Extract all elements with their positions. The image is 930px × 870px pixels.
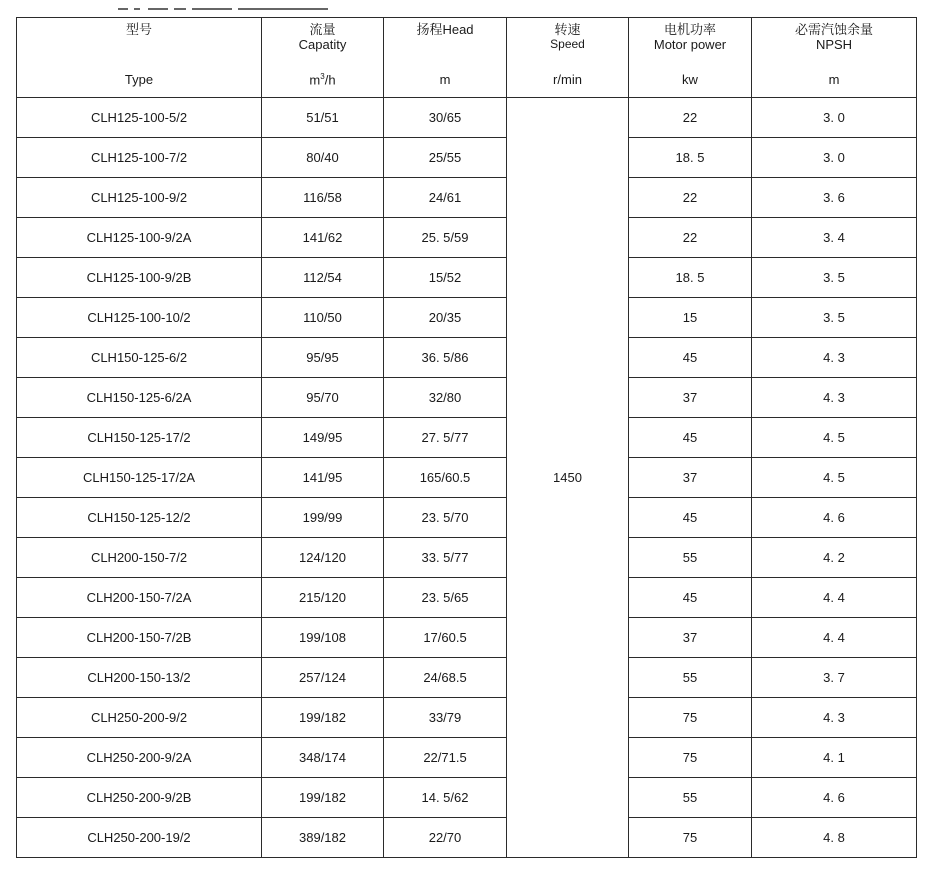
cell-capacity: 110/50 [262,298,384,338]
cell-capacity: 348/174 [262,738,384,778]
cell-capacity: 95/95 [262,338,384,378]
cell-power: 22 [629,98,752,138]
cell-capacity: 199/182 [262,778,384,818]
cell-head: 23. 5/70 [384,498,507,538]
table-row [17,258,917,298]
cell-head: 33. 5/77 [384,538,507,578]
cell-npsh: 3. 4 [752,218,917,258]
cell-capacity: 199/108 [262,618,384,658]
table-row [17,578,917,618]
table-body [17,98,917,858]
cell-head: 165/60.5 [384,458,507,498]
cell-capacity: 112/54 [262,258,384,298]
cell-type: CLH150-125-6/2A [17,378,262,418]
cell-capacity: 95/70 [262,378,384,418]
cell-npsh: 4. 8 [752,818,917,858]
header-capacity-cn: 流量 [309,22,336,37]
cell-head: 33/79 [384,698,507,738]
cell-power: 55 [629,658,752,698]
table-row [17,458,917,498]
cell-power: 37 [629,618,752,658]
cell-power: 45 [629,418,752,458]
cell-npsh: 3. 7 [752,658,917,698]
header-power-en: Motor power [653,37,727,52]
cell-capacity: 199/182 [262,698,384,738]
cell-capacity: 116/58 [262,178,384,218]
table-row [17,618,917,658]
header-head-unit: m [439,72,451,87]
cell-type: CLH150-125-17/2 [17,418,262,458]
cell-power: 18. 5 [629,138,752,178]
cell-type: CLH150-125-17/2A [17,458,262,498]
cell-head: 17/60.5 [384,618,507,658]
cell-capacity: 141/95 [262,458,384,498]
cell-npsh: 4. 4 [752,618,917,658]
header-head-label: 扬程Head [416,22,474,37]
header-speed [507,18,629,98]
cell-type: CLH200-150-7/2 [17,538,262,578]
cell-type: CLH125-100-7/2 [17,138,262,178]
cell-power: 37 [629,458,752,498]
cell-npsh: 4. 3 [752,338,917,378]
table-row [17,778,917,818]
cell-type: CLH125-100-9/2A [17,218,262,258]
cell-capacity: 199/99 [262,498,384,538]
cell-power: 45 [629,498,752,538]
cell-capacity: 124/120 [262,538,384,578]
cell-npsh: 4. 2 [752,538,917,578]
table-row [17,658,917,698]
table-row [17,338,917,378]
cell-type: CLH125-100-9/2 [17,178,262,218]
header-type-unit: Type [124,72,154,87]
cell-head: 27. 5/77 [384,418,507,458]
cell-head: 24/68.5 [384,658,507,698]
cell-type: CLH250-200-9/2A [17,738,262,778]
table-row [17,818,917,858]
cell-head: 25. 5/59 [384,218,507,258]
cell-head: 22/70 [384,818,507,858]
header-type [17,18,262,98]
cell-speed: 1450 [507,98,629,858]
cell-npsh: 4. 1 [752,738,917,778]
cell-npsh: 4. 3 [752,378,917,418]
cell-head: 30/65 [384,98,507,138]
header-npsh-en: NPSH [815,37,853,52]
header-scan-artifact [118,6,380,12]
cell-head: 25/55 [384,138,507,178]
cell-npsh: 3. 5 [752,258,917,298]
cell-head: 22/71.5 [384,738,507,778]
cell-type: CLH250-200-9/2B [17,778,262,818]
header-npsh-cn: 必需汽蚀余量 [794,22,873,37]
cell-power: 37 [629,378,752,418]
header-head [384,18,507,98]
cell-power: 15 [629,298,752,338]
header-speed-unit: r/min [553,72,582,87]
table-row [17,738,917,778]
cell-type: CLH250-200-19/2 [17,818,262,858]
header-power [629,18,752,98]
header-npsh-unit: m [828,72,840,87]
cell-head: 32/80 [384,378,507,418]
cell-type: CLH125-100-5/2 [17,98,262,138]
cell-power: 75 [629,738,752,778]
table-row [17,378,917,418]
cell-type: CLH250-200-9/2 [17,698,262,738]
cell-power: 75 [629,698,752,738]
cell-npsh: 3. 6 [752,178,917,218]
cell-npsh: 3. 5 [752,298,917,338]
header-speed-en: Speed [550,37,585,51]
cell-type: CLH150-125-6/2 [17,338,262,378]
cell-capacity: 389/182 [262,818,384,858]
header-type-cn: 型号 [125,22,152,37]
cell-power: 45 [629,578,752,618]
header-speed-cn: 转速 [554,22,581,37]
cell-type: CLH125-100-9/2B [17,258,262,298]
pump-spec-table [16,17,917,858]
table-header-row [17,18,917,98]
cell-type: CLH200-150-7/2B [17,618,262,658]
cell-capacity: 149/95 [262,418,384,458]
cell-head: 20/35 [384,298,507,338]
header-power-cn: 电机功率 [663,22,716,37]
cell-power: 45 [629,338,752,378]
header-capacity-unit: $m^3/h$ [309,71,336,87]
table-row [17,698,917,738]
header-power-unit: kw [682,72,698,87]
cell-power: 75 [629,818,752,858]
table-row [17,98,917,138]
cell-head: 15/52 [384,258,507,298]
cell-npsh: 4. 3 [752,698,917,738]
table-row [17,418,917,458]
cell-head: 36. 5/86 [384,338,507,378]
cell-type: CLH200-150-7/2A [17,578,262,618]
header-npsh [752,18,917,98]
table-row [17,138,917,178]
cell-head: 23. 5/65 [384,578,507,618]
cell-npsh: 3. 0 [752,138,917,178]
cell-capacity: 141/62 [262,218,384,258]
cell-power: 22 [629,218,752,258]
cell-npsh: 4. 6 [752,778,917,818]
cell-type: CLH200-150-13/2 [17,658,262,698]
table-row [17,178,917,218]
cell-head: 14. 5/62 [384,778,507,818]
header-capacity [262,18,384,98]
cell-npsh: 4. 4 [752,578,917,618]
cell-type: CLH125-100-10/2 [17,298,262,338]
cell-power: 55 [629,538,752,578]
table-row [17,538,917,578]
table-row [17,298,917,338]
cell-capacity: 215/120 [262,578,384,618]
header-capacity-en: Capatity [298,37,347,52]
cell-capacity: 257/124 [262,658,384,698]
cell-npsh: 4. 6 [752,498,917,538]
cell-power: 55 [629,778,752,818]
cell-npsh: 4. 5 [752,418,917,458]
cell-type: CLH150-125-12/2 [17,498,262,538]
cell-npsh: 3. 0 [752,98,917,138]
cell-power: 18. 5 [629,258,752,298]
cell-npsh: 4. 5 [752,458,917,498]
cell-power: 22 [629,178,752,218]
table-row [17,498,917,538]
cell-capacity: 51/51 [262,98,384,138]
cell-head: 24/61 [384,178,507,218]
cell-capacity: 80/40 [262,138,384,178]
table-row [17,218,917,258]
